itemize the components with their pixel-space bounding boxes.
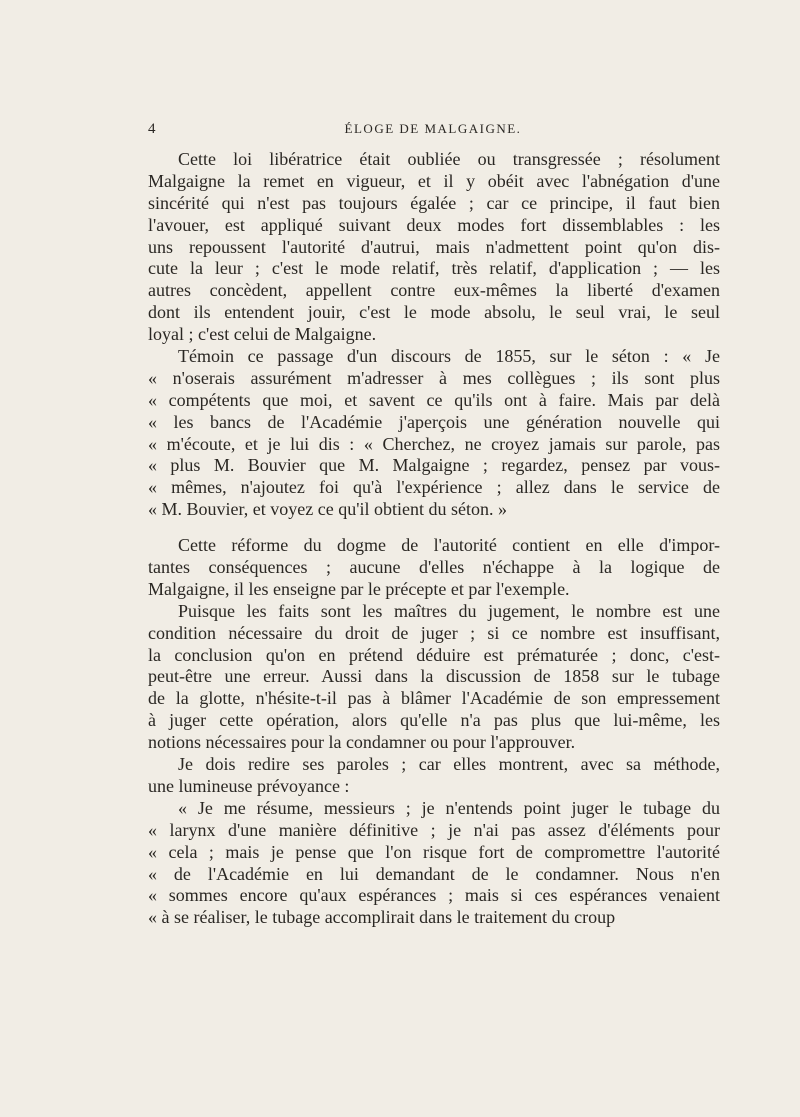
text-line: Puisque les faits sont les maîtres du jugement, le nombre est une: [178, 600, 720, 621]
text-line: autres concèdent, appellent contre eux-mêmes la liberté d'examen: [148, 280, 720, 301]
text-line: peut-être une erreur. Aussi dans la discussion de 1858 sur le tubage: [148, 666, 720, 687]
text-line: Malgaigne, il les enseigne par le précepte et par l'exemple.: [148, 578, 570, 599]
text-line: à juger cette opération, alors qu'elle n'a pas plus que lui-même, les: [148, 710, 720, 731]
text-line: « compétents que moi, et savent ce qu'ils ont à faire. Mais par delà: [148, 389, 720, 410]
text-line: « cela ; mais je pense que l'on risque fort de compromettre l'autorité: [148, 841, 720, 862]
text-line: cute la leur ; c'est le mode relatif, très relatif, d'application ; — les: [148, 258, 720, 279]
paragraph-gap: [148, 521, 720, 535]
text-line: de la glotte, n'hésite-t-il pas à blâmer l'Académie de son empressement: [148, 688, 720, 709]
text-line: « sommes encore qu'aux espérances ; mais si ces espérances venaient: [148, 885, 720, 906]
text-line: la conclusion qu'on en prétend déduire est prématurée ; donc, c'est-: [148, 644, 720, 665]
page-header: [148, 121, 718, 141]
text-line: Cette loi libératrice était oubliée ou transgressée ; résolument: [178, 149, 720, 169]
text-line: « les bancs de l'Académie j'aperçois une génération nouvelle qui: [148, 411, 720, 432]
body-text: [148, 149, 720, 929]
text-line: « n'oserais assurément m'adresser à mes collègues ; ils sont plus: [148, 367, 720, 388]
text-line: Cette réforme du dogme de l'autorité contient en elle d'impor-: [178, 535, 720, 556]
text-line: « mêmes, n'ajoutez foi qu'à l'expérience ; allez dans le service de: [148, 477, 720, 498]
text-line: dont ils entendent jouir, c'est le mode absolu, le seul vrai, le seul: [148, 302, 720, 323]
text-line: « plus M. Bouvier que M. Malgaigne ; regardez, pensez par vous-: [148, 455, 720, 476]
text-line: notions nécessaires pour la condamner ou pour l'approuver.: [148, 732, 576, 753]
text-line: « m'écoute, et je lui dis : « Cherchez, ne croyez jamais sur parole, pas: [148, 433, 720, 454]
text-line: « M. Bouvier, et voyez ce qu'il obtient du séton. »: [148, 499, 507, 520]
text-line: Malgaigne la remet en vigueur, et il y obéit avec l'abnégation d'une: [148, 170, 720, 191]
text-line: condition nécessaire du droit de juger ; si ce nombre est insuffisant,: [148, 622, 720, 643]
text-line: une lumineuse prévoyance :: [148, 775, 350, 796]
text-line: uns repoussent l'autorité d'autrui, mais n'admettent point qu'on dis-: [148, 236, 720, 257]
running-title: ÉLOGE DE MALGAIGNE.: [344, 121, 522, 136]
text-line: « larynx d'une manière définitive ; je n'ai pas assez d'éléments pour: [148, 819, 720, 840]
text-line: tantes conséquences ; aucune d'elles n'échappe à la logique de: [148, 557, 720, 578]
page-number: 4: [148, 121, 156, 137]
text-line: « de l'Académie en lui demandant de le condamner. Nous n'en: [148, 863, 720, 884]
text-line: Témoin ce passage d'un discours de 1855, sur le séton : « Je: [178, 346, 720, 367]
text-line: Je dois redire ses paroles ; car elles montrent, avec sa méthode,: [178, 754, 720, 775]
text-line: « Je me résume, messieurs ; je n'entends point juger le tubage du: [178, 797, 720, 818]
text-line: l'avouer, est appliqué suivant deux modes fort dissemblables : les: [148, 214, 720, 235]
text-line: loyal ; c'est celui de Malgaigne.: [148, 324, 377, 345]
text-line: « à se réaliser, le tubage accomplirait dans le traitement du croup: [148, 907, 616, 928]
text-line: sincérité qui n'est pas toujours égalée ; car ce principe, il faut bien: [148, 192, 720, 213]
